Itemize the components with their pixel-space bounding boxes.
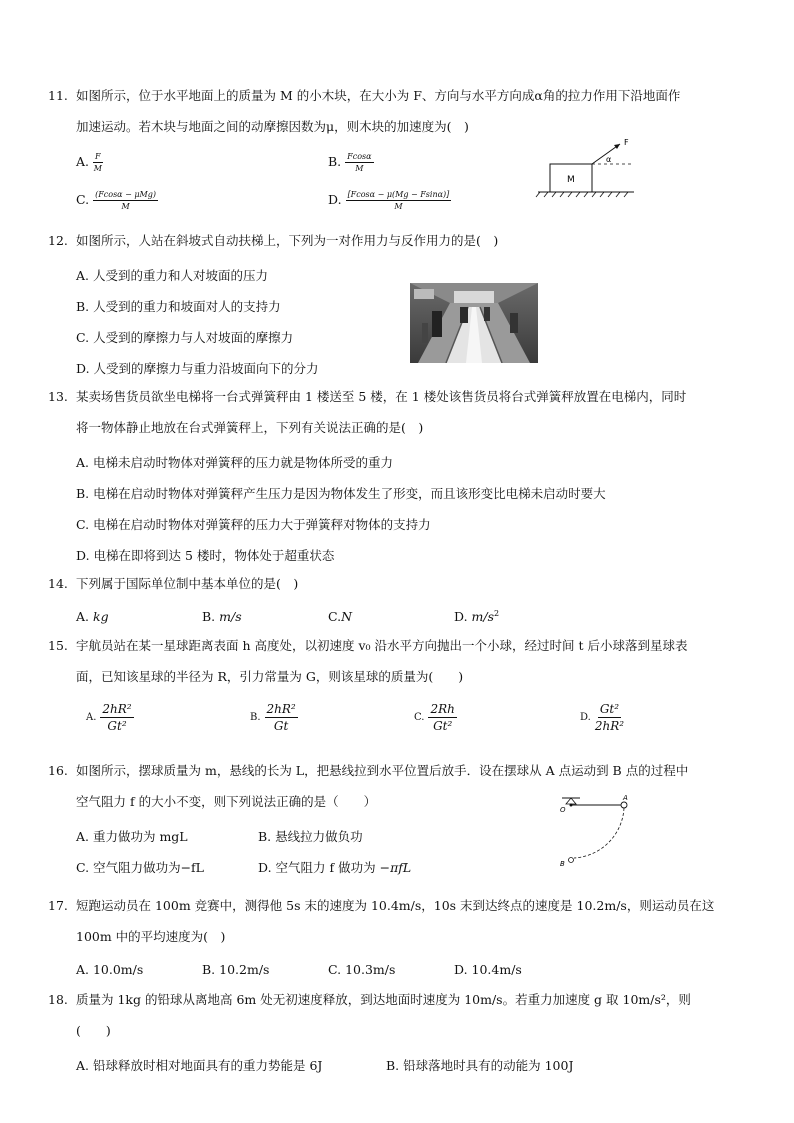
- q16-option-c[interactable]: C. 空气阻力做功为−fL: [76, 860, 204, 875]
- q15-stem-line2: 面，已知该星球的半径为 R，引力常量为 G，则该星球的质量为( ): [76, 669, 464, 684]
- label-o: O: [560, 806, 566, 814]
- q16-option-b[interactable]: B. 悬线拉力做负功: [258, 829, 363, 844]
- q14-option-c[interactable]: C.N: [328, 609, 353, 624]
- label-b: B: [560, 860, 565, 868]
- q11-stem-line2: 加速运动。若木块与地面之间的动摩擦因数为μ，则木块的加速度为( ): [76, 119, 469, 134]
- q11-block-figure: [534, 134, 640, 198]
- q15-stem-line1: 15. 宇航员站在某一星球距离表面 h 高度处，以初速度 v₀ 沿水平方向抛出一个小球，经过时间 t 后小球落到星球表: [48, 638, 688, 653]
- q11-stem-line1: 11. 如图所示，位于水平地面上的质量为 M 的小木块，在大小为 F、方向与水平方向成α角的拉力作用下沿地面作: [48, 88, 681, 103]
- block-label: M: [567, 175, 575, 185]
- q13-option-d[interactable]: D. 电梯在即将到达 5 楼时，物体处于超重状态: [76, 548, 335, 563]
- arc-path: [574, 808, 624, 858]
- q12-option-b[interactable]: B. 人受到的重力和坡面对人的支持力: [76, 299, 281, 314]
- q11-option-b[interactable]: B. $\frac{Fcos\alpha}{M}$: [328, 152, 372, 173]
- q16-option-d[interactable]: D. 空气阻力 f 做功为 −πfL: [258, 860, 412, 875]
- q12-stem: 12. 如图所示，人站在斜坡式自动扶梯上，下列为一对作用力与反作用力的是( ): [48, 233, 499, 248]
- q14-option-d[interactable]: D. $m/s^2$: [454, 609, 500, 625]
- q16-stem-line1: 16. 如图所示，摆球质量为 m，悬线的长为 L，把悬线拉到水平位置后放手．设在摆球从 A 点运动到 B 点的过程中: [48, 763, 689, 778]
- q13-option-a[interactable]: A. 电梯未启动时物体对弹簧秤的压力就是物体所受的重力: [76, 455, 393, 470]
- force-label: F: [624, 138, 629, 147]
- q17-stem-line2: 100m 中的平均速度为( ): [76, 929, 226, 944]
- q18-option-a[interactable]: A. 铅球释放时相对地面具有的重力势能是 6J: [76, 1058, 323, 1073]
- pendulum-figure: [552, 792, 636, 872]
- label-a: A: [623, 794, 628, 802]
- q13-option-b[interactable]: B. 电梯在启动时物体对弹簧秤产生压力是因为物体发生了形变，而且该形变比电梯未启动时要大: [76, 486, 606, 501]
- escalator-photo: [410, 283, 538, 363]
- q17-option-d[interactable]: D. 10.4m/s: [454, 962, 522, 977]
- pendulum-ball: [621, 802, 627, 808]
- q12-option-d[interactable]: D. 人受到的摩擦力与重力沿坡面向下的分力: [76, 361, 319, 376]
- q15-option-a[interactable]: A. $\frac{\text{2hR²}}{\text{Gt²}}$: [86, 702, 132, 733]
- q15-option-c[interactable]: C. $\frac{2Rh}{\text{Gt²}}$: [414, 702, 455, 733]
- q14-option-a[interactable]: A. kg: [76, 609, 109, 624]
- q13-stem-line2: 将一物体静止地放在台式弹簧秤上，下列有关说法正确的是( ): [76, 420, 424, 435]
- q14-stem: 14. 下列属于国际单位制中基本单位的是( ): [48, 576, 299, 591]
- q11-option-a[interactable]: A. $\frac{F}{M}$: [76, 152, 102, 173]
- q11-option-d[interactable]: D. $\frac{[Fcos\alpha - \mu(Mg - Fsin\alpha)]}{M}$: [328, 190, 450, 211]
- q15-option-b[interactable]: B. $\frac{\text{2hR²}}{Gt}$: [250, 702, 296, 733]
- q12-option-a[interactable]: A. 人受到的重力和人对坡面的压力: [76, 268, 268, 283]
- q17-option-c[interactable]: C. 10.3m/s: [328, 962, 396, 977]
- q13-option-c[interactable]: C. 电梯在启动时物体对弹簧秤的压力大于弹簧秤对物体的支持力: [76, 517, 431, 532]
- q14-option-b[interactable]: B. m/s: [202, 609, 242, 624]
- q17-option-a[interactable]: A. 10.0m/s: [76, 962, 144, 977]
- q16-option-a[interactable]: A. 重力做功为 mgL: [76, 829, 188, 844]
- q11-option-c[interactable]: C. $\frac{\text{(Fcosα − μMg)}}{M}$: [76, 190, 156, 211]
- q18-stem-line1: 18. 质量为 1kg 的铅球从离地高 6m 处无初速度释放，到达地面时速度为 10m/s。若重力加速度 g 取 10m/s²，则: [48, 992, 691, 1007]
- q18-option-b[interactable]: B. 铅球落地时具有的动能为 100J: [386, 1058, 574, 1073]
- q18-stem-line2: ( ): [76, 1023, 111, 1038]
- q17-stem-line1: 17. 短跑运动员在 100m 竞赛中，测得他 5s 末的速度为 10.4m/s，10s 末到达终点的速度是 10.2m/s，则运动员在这: [48, 898, 715, 913]
- q17-option-b[interactable]: B. 10.2m/s: [202, 962, 270, 977]
- q12-option-c[interactable]: C. 人受到的摩擦力与人对坡面的摩擦力: [76, 330, 294, 345]
- q13-stem-line1: 13. 某卖场售货员欲坐电梯将一台式弹簧秤由 1 楼送至 5 楼，在 1 楼处该售货员将台式弹簧秤放置在电梯内，同时: [48, 389, 687, 404]
- angle-label: α: [606, 155, 612, 164]
- q16-stem-line2: 空气阻力 f 的大小不变，则下列说法正确的是（ ）: [76, 794, 377, 809]
- q15-option-d[interactable]: D. $\frac{\text{Gt²}}{\text{2hR²}}$: [580, 702, 625, 733]
